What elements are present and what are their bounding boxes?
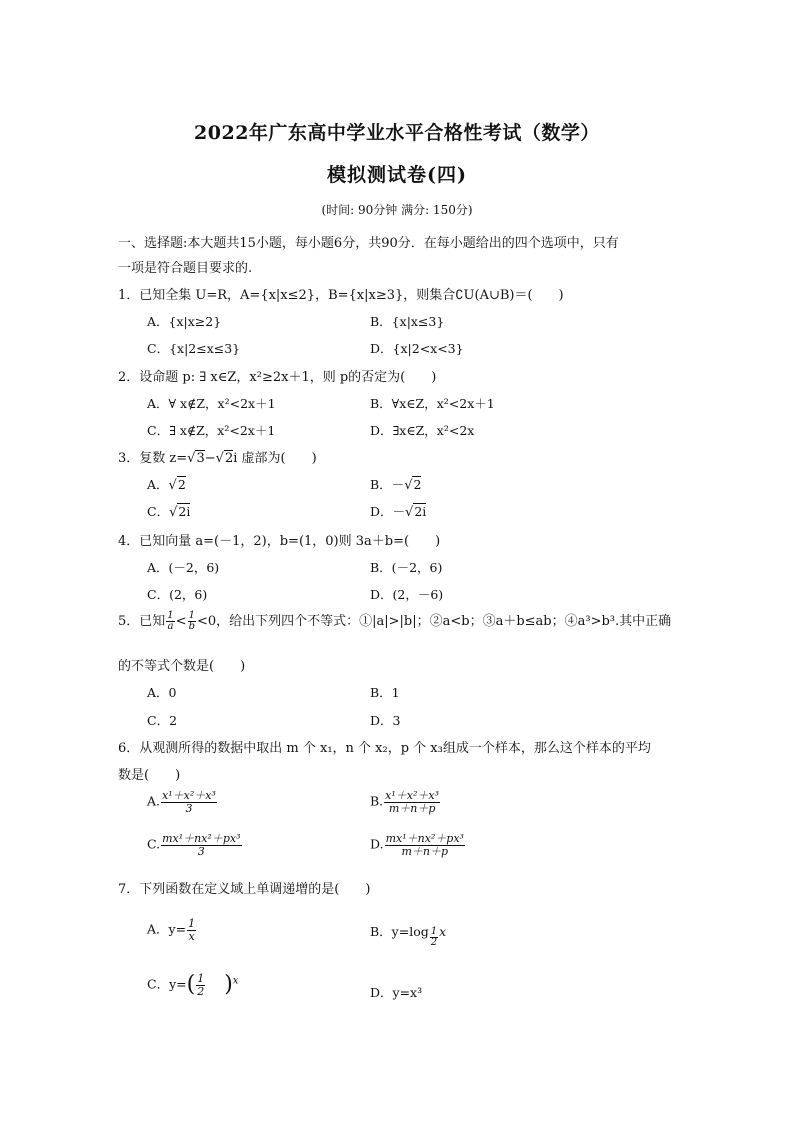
question-4-option-d: D．(2，－6) bbox=[370, 587, 444, 602]
question-2-option-a: A．∀ x∉Z，x²<2x＋1 bbox=[147, 396, 276, 411]
question-1-option-a: A．{x|x≥2} bbox=[147, 314, 222, 329]
question-7-option-b: B．y=log $\frac{1}{2}$ x bbox=[370, 924, 447, 948]
question-5-option-a: A．0 bbox=[147, 685, 177, 700]
fraction-1-over-a: $\frac{1}{a}$ bbox=[167, 609, 174, 632]
question-1-option-b: B．{x|x≤3} bbox=[370, 314, 445, 329]
section-instructions-line2: 一项是符合题目要求的. bbox=[118, 261, 253, 276]
question-3-option-a: A．√2 bbox=[147, 477, 186, 493]
question-5-option-b: B．1 bbox=[370, 685, 400, 700]
question-3-option-b: B．－√2 bbox=[370, 477, 422, 493]
question-6-stem-line1: 6．从观测所得的数据中取出 m 个 x₁，n 个 x₂，p 个 x₃组成一个样本，那么这个样本的平均 bbox=[118, 741, 651, 756]
section-instructions-line1: 一、选择题:本大题共15小题，每小题6分，共90分．在每小题给出的四个选项中，只有 bbox=[118, 236, 619, 251]
question-5-stem-line2: 的不等式个数是( ) bbox=[118, 659, 246, 674]
question-4-stem: 4．已知向量 a=(－1，2)，b=(1，0)则 3a＋b=( ) bbox=[118, 534, 441, 549]
question-3-option-d: D．－√2i bbox=[370, 504, 427, 520]
question-5-option-d: D．3 bbox=[370, 713, 401, 728]
question-2-option-d: D．∃x∈Z，x²<2x bbox=[370, 423, 475, 438]
exam-subtitle: 模拟测试卷(四) bbox=[327, 164, 467, 186]
fraction-1-over-b: $\frac{1}{b}$ bbox=[188, 609, 195, 632]
question-1-option-c: C．{x|2≤x≤3} bbox=[147, 341, 241, 356]
question-6-option-d: D. $\frac{\text{mx¹＋nx²＋px³}}{m+n+p}$ bbox=[370, 832, 464, 858]
exam-title: 2022年广东高中学业水平合格性考试（数学） bbox=[194, 122, 600, 144]
question-6-stem-line2: 数是( ) bbox=[118, 768, 181, 783]
question-1-stem: 1．已知全集 U=R，A={x|x≤2}，B={x|x≥3}，则集合∁U(A∪B)＝( ) bbox=[118, 288, 564, 303]
exam-time-info: (时间: 90分钟 满分: 150分) bbox=[321, 203, 473, 217]
question-6-option-c: C. $\frac{\text{mx¹＋nx²＋px³}}{3}$ bbox=[147, 832, 241, 858]
question-2-stem: 2．设命题 p: ∃ x∈Z，x²≥2x＋1，则 p的否定为( ) bbox=[118, 370, 437, 385]
question-6-option-b: B. $\frac{\text{x¹＋x²＋x³}}{m+n+p}$ bbox=[370, 789, 440, 815]
question-3-stem: 3．复数 z=√3−√2i 虚部为( ) bbox=[118, 451, 317, 466]
question-7-option-d: D．y=x³ bbox=[370, 985, 423, 1000]
question-5-stem: 5．已知 $\frac{1}{a}$ < $\frac{1}{b}$ <0，给出下列四个不等式：①|a|>|b|；②a<b；③a＋b≤ab；④a³>b³.其中正确 bbox=[118, 609, 672, 632]
question-7-option-a: A．y= $\frac{1}{x}$ bbox=[147, 917, 196, 943]
question-3-option-c: C．√2i bbox=[147, 504, 191, 520]
question-2-option-c: C．∃ x∉Z，x²<2x＋1 bbox=[147, 423, 276, 438]
question-2-option-b: B．∀x∈Z，x²<2x＋1 bbox=[370, 396, 495, 411]
question-1-option-d: D．{x|2<x<3} bbox=[370, 341, 464, 356]
question-6-option-a: A. $\frac{\text{x¹＋x²＋x³}}{3}$ bbox=[147, 789, 216, 815]
question-4-option-a: A．(－2，6) bbox=[147, 560, 220, 575]
question-7-stem: 7．下列函数在定义域上单调递增的是( ) bbox=[118, 882, 371, 897]
question-4-option-b: B．(－2，6) bbox=[370, 560, 443, 575]
question-7-option-c: C．y=( $\frac{1}{2}$ )$^x$ bbox=[147, 972, 239, 998]
question-5-option-c: C．2 bbox=[147, 713, 178, 728]
question-4-option-c: C．(2，6) bbox=[147, 587, 208, 602]
